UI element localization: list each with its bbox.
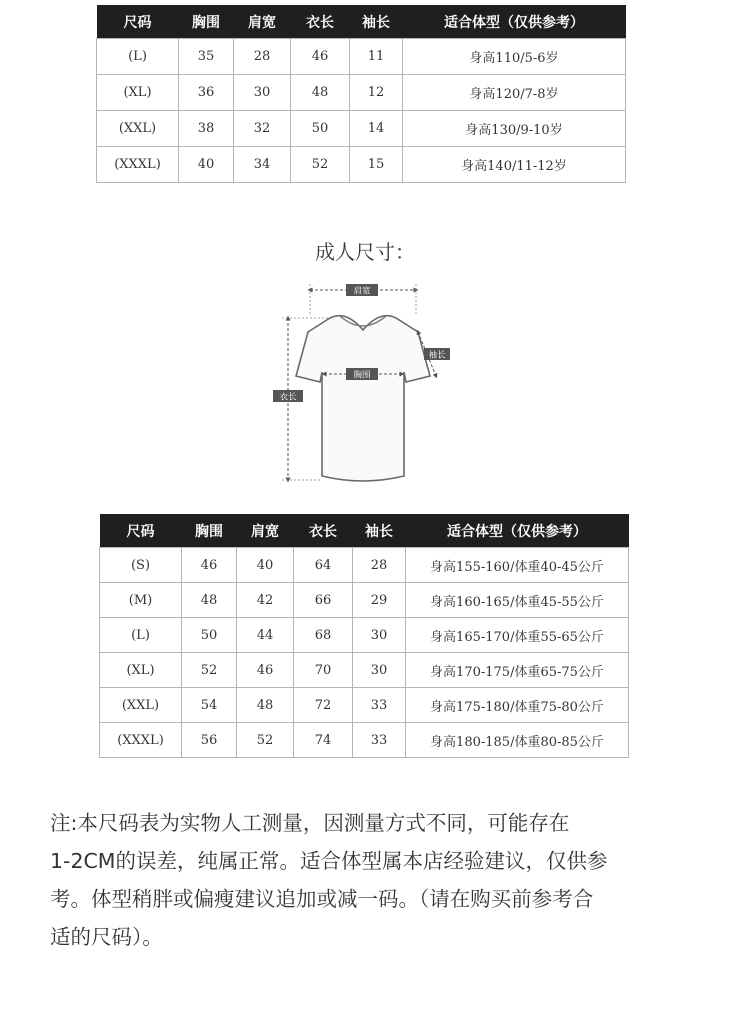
cell-length: 64 [294,548,353,583]
cell-sleeve: 30 [353,653,406,688]
cell-shoulder: 40 [237,548,294,583]
header-size: 尺码 [97,5,179,39]
sleeve-label: 袖长 [428,350,446,361]
header-chest: 胸围 [179,5,234,39]
cell-length: 46 [291,39,350,75]
table-header-row [97,5,626,39]
cell-size: (XL) [100,653,182,688]
header-sleeve: 袖长 [353,514,406,548]
header-chest: 胸围 [182,514,237,548]
cell-sleeve: 28 [353,548,406,583]
cell-length: 48 [291,75,350,111]
cell-shoulder: 44 [237,618,294,653]
cell-chest: 50 [182,618,237,653]
cell-sleeve: 11 [350,39,403,75]
cell-chest: 48 [182,583,237,618]
cell-size: (XXXL) [100,723,182,758]
cell-fit: 身高160-165/体重45-55公斤 [406,583,629,618]
cell-size: (M) [100,583,182,618]
cell-size: (XXXL) [97,147,179,183]
cell-fit: 身高175-180/体重75-80公斤 [406,688,629,723]
chest-label: 胸围 [353,370,371,381]
cell-length: 66 [294,583,353,618]
cell-length: 52 [291,147,350,183]
cell-fit: 身高130/9-10岁 [403,111,626,147]
cell-chest: 54 [182,688,237,723]
cell-fit: 身高120/7-8岁 [403,75,626,111]
shoulder-label: 肩宽 [353,286,371,297]
cell-sleeve: 15 [350,147,403,183]
table-header-row [100,514,629,548]
cell-shoulder: 34 [234,147,291,183]
cell-chest: 46 [182,548,237,583]
table-row [100,548,629,583]
header-shoulder: 肩宽 [237,514,294,548]
header-shoulder: 肩宽 [234,5,291,39]
header-sleeve: 袖长 [350,5,403,39]
cell-sleeve: 12 [350,75,403,111]
length-label: 衣长 [279,392,297,403]
cell-shoulder: 48 [237,688,294,723]
cell-chest: 38 [179,111,234,147]
cell-fit: 身高180-185/体重80-85公斤 [406,723,629,758]
cell-shoulder: 30 [234,75,291,111]
cell-length: 70 [294,653,353,688]
cell-size: (XXL) [100,688,182,723]
header-fit: 适合体型（仅供参考） [403,5,626,39]
cell-size: (L) [100,618,182,653]
header-size: 尺码 [100,514,182,548]
cell-size: (XL) [97,75,179,111]
cell-fit: 身高170-175/体重65-75公斤 [406,653,629,688]
cell-fit: 身高110/5-6岁 [403,39,626,75]
table-row [100,688,629,723]
table-row [100,583,629,618]
cell-size: (S) [100,548,182,583]
table-row [97,39,626,75]
tshirt-outline [296,316,430,481]
table-row [100,618,629,653]
cell-fit: 身高155-160/体重40-45公斤 [406,548,629,583]
cell-sleeve: 29 [353,583,406,618]
adult-size-heading: 成人尺寸： [315,240,415,264]
table-row [97,147,626,183]
cell-shoulder: 52 [237,723,294,758]
cell-length: 50 [291,111,350,147]
adult-size-table [99,514,629,758]
cell-size: (L) [97,39,179,75]
kids-size-table [96,5,626,183]
cell-fit: 身高165-170/体重55-65公斤 [406,618,629,653]
cell-chest: 52 [182,653,237,688]
cell-sleeve: 33 [353,723,406,758]
cell-sleeve: 33 [353,688,406,723]
table-row [97,111,626,147]
cell-chest: 35 [179,39,234,75]
cell-length: 72 [294,688,353,723]
sizing-note: 注:本尺码表为实物人工测量，因测量方式不同，可能存在 1-2CM的误差，纯属正常。适合体型属本店经验建议，仅供参 考。体型稍胖或偏瘦建议追加或减一码。（请在购买前参考合 适的尺码）。 [50,811,608,949]
table-row [100,723,629,758]
cell-chest: 40 [179,147,234,183]
cell-chest: 56 [182,723,237,758]
tshirt-measurement-diagram [268,280,458,492]
cell-shoulder: 32 [234,111,291,147]
cell-chest: 36 [179,75,234,111]
cell-length: 68 [294,618,353,653]
header-length: 衣长 [294,514,353,548]
header-fit: 适合体型（仅供参考） [406,514,629,548]
cell-length: 74 [294,723,353,758]
cell-shoulder: 28 [234,39,291,75]
cell-size: (XXL) [97,111,179,147]
cell-shoulder: 46 [237,653,294,688]
cell-sleeve: 30 [353,618,406,653]
header-length: 衣长 [291,5,350,39]
cell-fit: 身高140/11-12岁 [403,147,626,183]
table-row [100,653,629,688]
cell-sleeve: 14 [350,111,403,147]
cell-shoulder: 42 [237,583,294,618]
table-row [97,75,626,111]
